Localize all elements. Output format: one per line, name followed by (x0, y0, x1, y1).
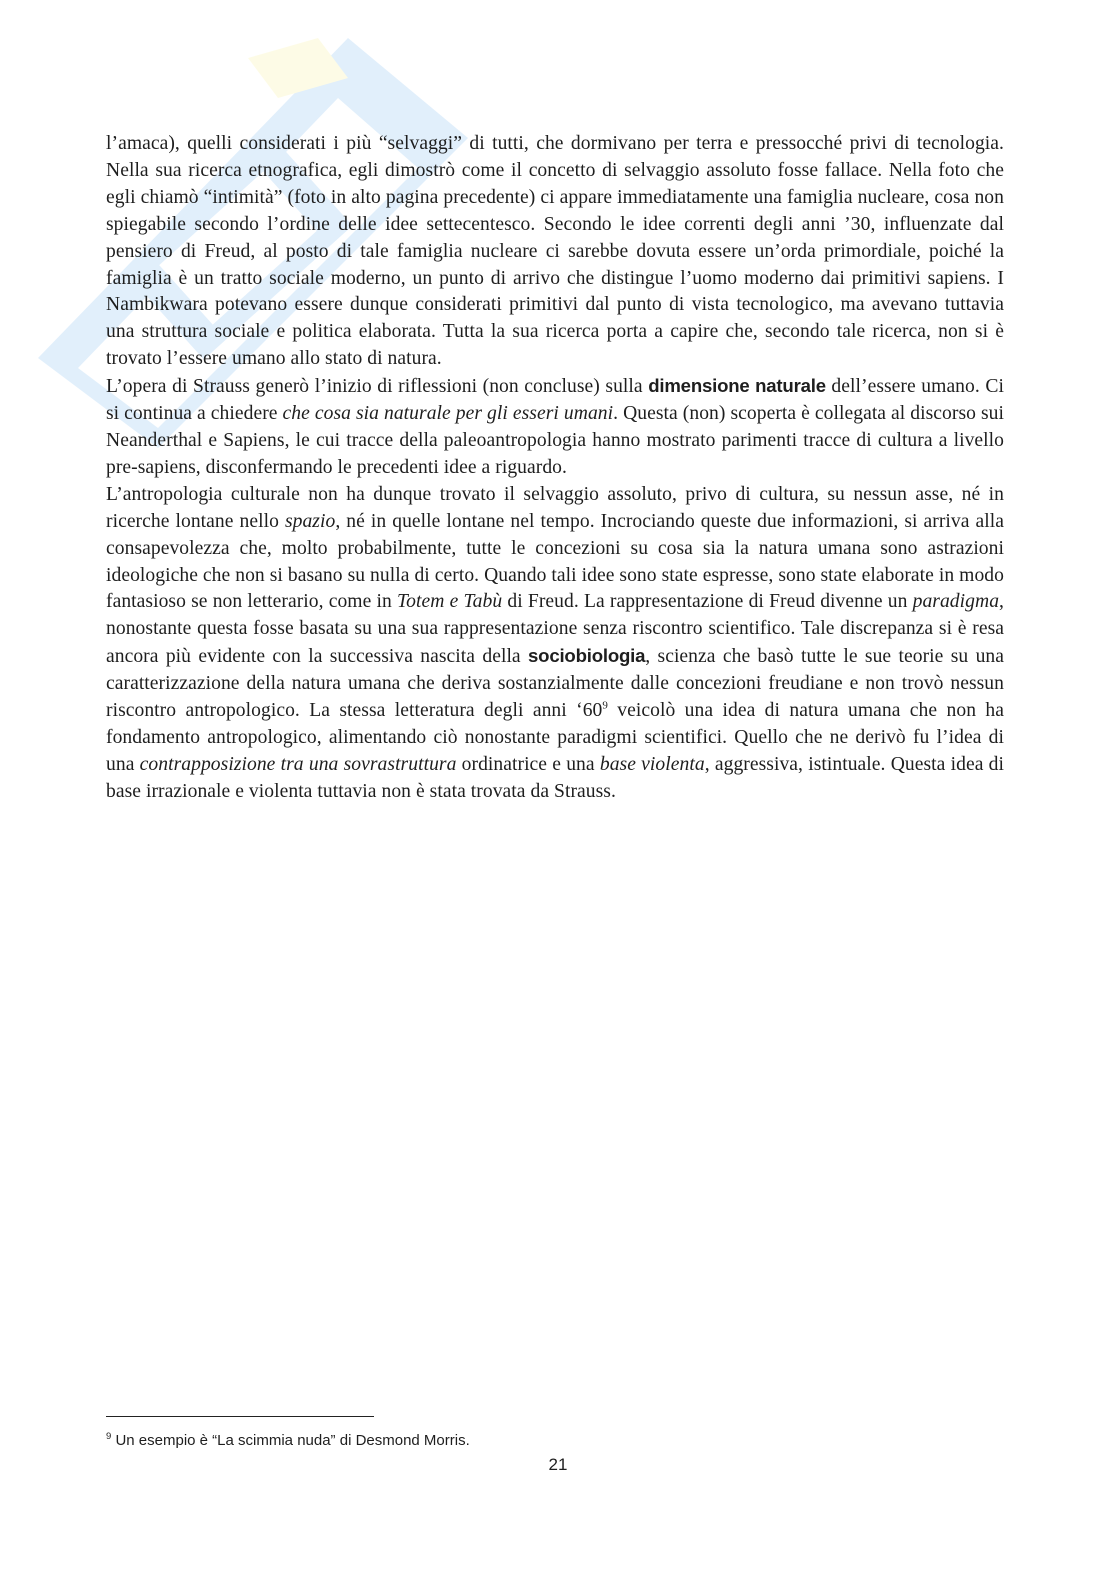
body-text (106, 131, 1004, 806)
paragraph-1-text: l’amaca), quelli considerati i più “selvaggi” di tutti, che dormivano per terra e pressocché privi di tecnologia. Nella sua ricerca etnografica, egli dimostrò come il concetto di selvaggio assoluto fosse fallace. Nella foto che egli chiamò “intimità” (foto in alto pagina precedente) ci appare immediatamente una famiglia nucleare, cosa non spiegabile secondo l’ordine delle idee settecentesco. Secondo le idee correnti degli anni ’30, influenzate dal pensiero di Freud, al posto di tale famiglia nucleare ci sarebbe dovuta essere un’orda primordiale, poiché la famiglia è un tratto sociale moderno, un punto di arrivo che distingue l’uomo moderno dai primitivi sapiens. I Nambikwara potevano essere dunque considerati primitivi dal punto di vista tecnologico, ma avevano tuttavia una struttura sociale e politica elaborata. Tutta la sua ricerca porta a capire che, secondo tale ricerca, non si è trovato l’essere umano allo stato di natura. (106, 133, 1004, 370)
paragraph-3-text-b: , né in quelle lontane nel tempo. Incrociando queste due informazioni, si arriva alla consapevolezza che, molto probabilmente, tutte le concezioni su cosa sia la natura umana sono astrazioni ideologiche che non si basano su nulla di certo. Quando tali idee sono state espresse, sono state elaborate in modo fantasioso se non letterario, come in (106, 510, 1004, 613)
italic-phrase: che cosa sia naturale per gli esseri umani (282, 403, 614, 425)
footnote (106, 1432, 806, 1449)
term-sociobiologia: sociobiologia (528, 645, 646, 667)
italic-base-violenta: base violenta (599, 753, 705, 775)
footnote-text: Un esempio è “La scimmia nuda” di Desmond Morris. (111, 1432, 470, 1449)
paragraph-3-text-a: L’antropologia culturale non ha dunque trovato il selvaggio assoluto, privo di cultura, su nessun asse, né in ricerche lontane nello (106, 483, 1004, 532)
italic-contrapposizione: contrapposizione tra una sovrastruttura (139, 753, 457, 775)
footnote-separator (106, 1416, 374, 1417)
paragraph-2-text-a: L’opera di Strauss generò l’inizio di riflessioni (non concluse) sulla (106, 376, 649, 398)
paragraph-3-text-e: , scienza che basò tutte le sue teorie su una caratterizzazione della natura umana che deriva sostanzialmente dalle concezioni freudiane e non trovò nessun riscontro antropologico. La stessa letteratura degli anni ‘60 (106, 646, 1005, 722)
paragraph-2-text-b: dell’essere umano. Ci si continua a chiedere (106, 376, 1004, 425)
paragraph-3-text-h: , aggressiva, istintuale. Questa idea di base irrazionale e violenta tuttavia non è stata trovata da Strauss. (106, 753, 1004, 802)
italic-spazio: spazio (284, 510, 336, 532)
paragraph-3 (106, 482, 1004, 806)
paragraph-3-text-c: di Freud. La rappresentazione di Freud divenne un (502, 591, 913, 613)
term-dimensione-naturale: dimensione naturale (648, 375, 826, 397)
footnote-reference: 9 (602, 699, 608, 712)
italic-paradigma: paradigma (912, 591, 1000, 613)
paragraph-2-text-c: . Questa (non) scoperta è collegata al discorso sui Neanderthal e Sapiens, le cui tracce della paleoantropologia hanno mostrato parimenti tracce di cultura a livello pre-sapiens, disconfermando le precedenti idee a riguardo. (106, 403, 1005, 478)
paragraph-1 (106, 131, 1004, 373)
italic-totem-e-tabu: Totem e Tabù (397, 591, 503, 613)
paragraph-2 (106, 373, 1004, 482)
footnote-marker: 9 (106, 1431, 112, 1442)
paragraph-3-text-d: , nonostante questa fosse basata su una sua rappresentazione senza riscontro scientifico. Tale discrepanza si è resa ancora più evidente con la successiva nascita della (106, 591, 1004, 668)
paragraph-3-text-f: veicolò una idea di natura umana che non ha fondamento antropologico, alimentando ciò nonostante paradigmi scientifici. Quello che ne derivò fu l’idea di una (106, 700, 1004, 775)
paragraph-3-text-g: ordinatrice e una (456, 753, 600, 775)
page-number: 21 (548, 1455, 568, 1474)
